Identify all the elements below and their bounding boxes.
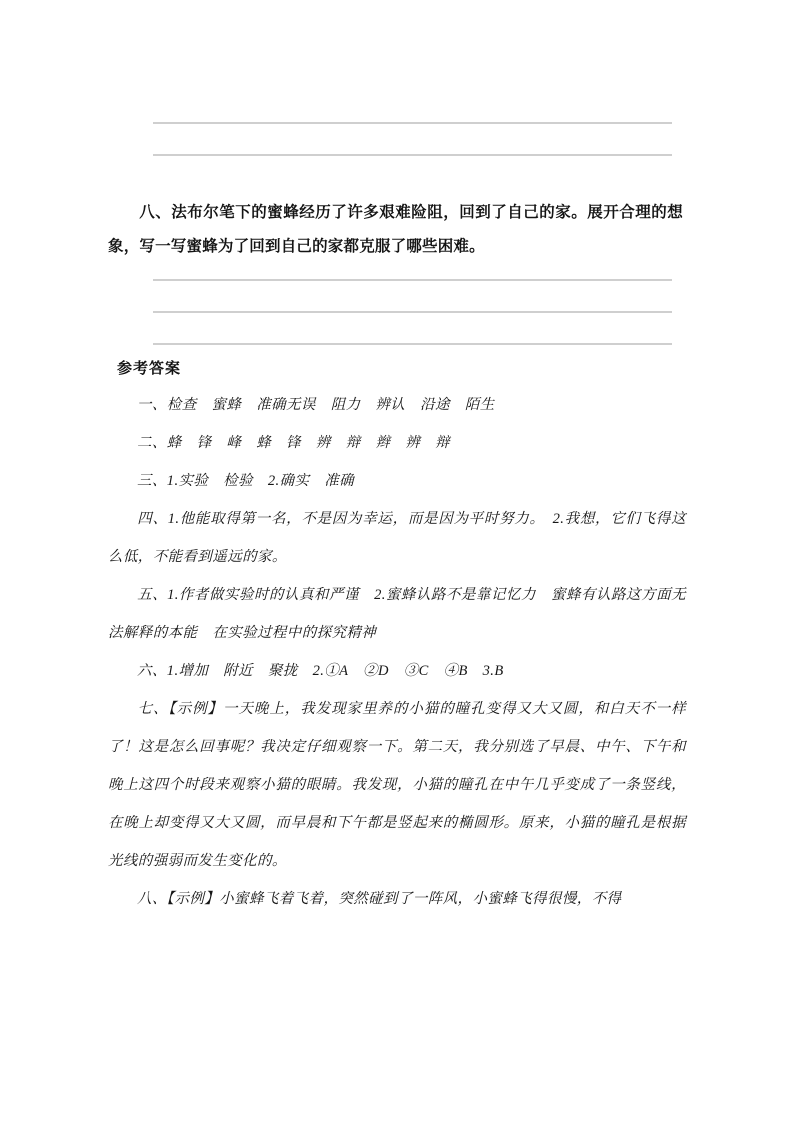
answer-key-body [108,386,686,918]
answer-item-8-text: 八、【示例】小蜜蜂飞着飞着，突然碰到了一阵风，小蜜蜂飞得很慢，不得 [137,891,622,907]
answer-item-6-text: 六、1.增加 附近 聚拢 2.①A ②D ③C ④B 3.B [137,663,504,679]
answer-line [153,154,672,156]
answer-item-7-text: 七、【示例】一天晚上，我发现家里养的小猫的瞳孔变得又大又圆，和白天不一样了！这是怎么回事呢？我决定仔细观察一下。第二天，我分别选了早晨、中午、下午和晚上这四个时段来观察小猫的眼睛。我发现，小猫的瞳孔在中午几乎变成了一条竖线，在晚上却变得又大又圆，而早晨和下午都是竖起来的椭圆形。原来，小猫的瞳孔是根据光线的强弱而发生变化的。 [108,701,686,869]
answer-line-gap [153,313,672,343]
answer-item-3 [108,462,686,500]
answers-heading: 参考答案 [117,360,182,377]
answer-item-8 [108,880,686,918]
answer-line [153,343,672,345]
answer-line-gap [153,124,672,154]
answer-item-5 [108,576,686,652]
answer-item-4 [108,500,686,576]
answer-item-3-text: 三、1.实验 检验 2.确实 准确 [137,473,355,489]
answer-line-gap [153,281,672,311]
answer-item-6 [108,652,686,690]
answer-item-2 [108,424,686,462]
answer-item-4-text: 四、1.他能取得第一名，不是因为幸运，而是因为平时努力。 2.我想，它们飞得这么低，不能看到遥远的家。 [108,511,686,565]
answer-lines-question-eight [153,279,672,345]
answer-item-1 [108,386,686,424]
answer-item-7 [108,690,686,880]
answer-item-1-text: 一、检查 蜜蜂 准确无误 阻力 辨认 沿途 陌生 [137,397,495,413]
question-eight-text: 八、法布尔笔下的蜜蜂经历了许多艰难险阻，回到了自己的家。展开合理的想象，写一写蜜蜂为了回到自己的家都克服了哪些困难。 [108,204,683,255]
answer-item-2-text: 二、蜂 锋 峰 蜂 锋 辨 辩 辫 辨 辩 [137,435,450,451]
answer-lines-top [153,122,672,156]
question-eight [108,196,683,264]
answer-item-5-text: 五、1.作者做实验时的认真和严谨 2.蜜蜂认路不是靠记忆力 蜜蜂有认路这方面无法解释的本能 在实验过程中的探究精神 [108,587,686,641]
